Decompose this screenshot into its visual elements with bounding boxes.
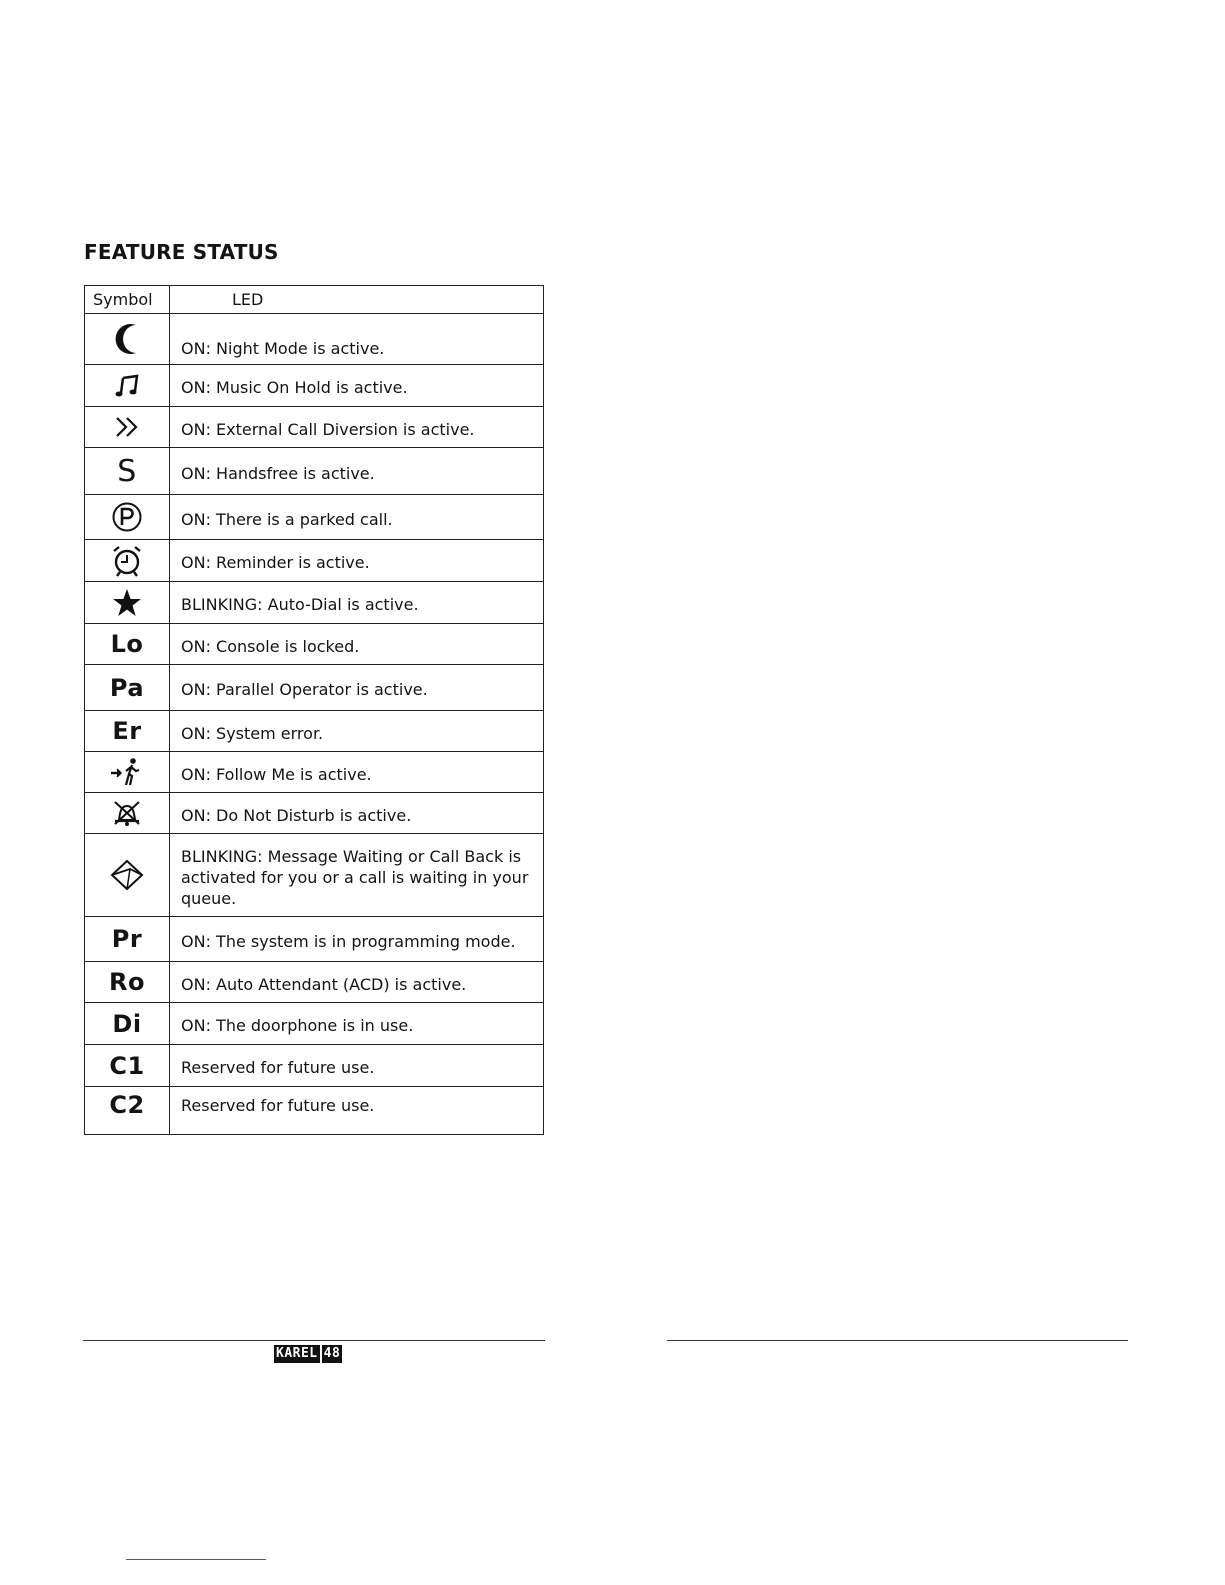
row-description: ON: System error. [170, 711, 544, 752]
row-description: ON: Follow Me is active. [170, 752, 544, 793]
table-row [85, 1087, 544, 1135]
row-description: Reserved for future use. [170, 1045, 544, 1087]
table-row [85, 624, 544, 665]
row-description: ON: External Call Diversion is active. [170, 407, 544, 448]
footer-divider-left [83, 1340, 545, 1341]
arrow-walking-person-icon [110, 762, 144, 781]
music-note-icon [114, 375, 140, 394]
table-row [85, 495, 544, 540]
circled-p-icon [111, 507, 143, 526]
table-row [85, 665, 544, 711]
handsfree-symbol: S [117, 453, 137, 489]
footer-divider-right [667, 1340, 1128, 1341]
table-row [85, 582, 544, 624]
row-description: BLINKING: Auto-Dial is active. [170, 582, 544, 624]
double-chevron-right-icon [114, 417, 140, 436]
row-description: ON: The system is in programming mode. [170, 917, 544, 962]
row-description: ON: Parallel Operator is active. [170, 665, 544, 711]
c2-symbol: C2 [109, 1091, 145, 1119]
row-description: ON: Console is locked. [170, 624, 544, 665]
table-row [85, 1003, 544, 1045]
row-description: ON: Auto Attendant (ACD) is active. [170, 962, 544, 1003]
row-description: ON: Music On Hold is active. [170, 365, 544, 407]
led-column-header: LED [170, 286, 544, 314]
table-row [85, 448, 544, 495]
feature-status-table [84, 285, 544, 1135]
system-error-symbol: Er [112, 717, 142, 745]
brand-logo [274, 1345, 356, 1363]
envelope-icon [110, 865, 144, 884]
doorphone-symbol: Di [112, 1009, 142, 1038]
table-row [85, 407, 544, 448]
console-locked-symbol: Lo [110, 630, 144, 658]
row-description: ON: The doorphone is in use. [170, 1003, 544, 1045]
logo-brand-text: KAREL [276, 1346, 318, 1361]
crossed-bell-icon [110, 803, 144, 822]
symbol-column-header: Symbol [85, 286, 170, 314]
auto-attendant-symbol: Ro [109, 968, 145, 996]
table-row [85, 793, 544, 834]
row-description: ON: Handsfree is active. [170, 448, 544, 495]
table-row [85, 711, 544, 752]
table-row [85, 1045, 544, 1087]
row-description: ON: Night Mode is active. [170, 314, 544, 365]
parallel-operator-symbol: Pa [109, 673, 145, 702]
programming-mode-symbol: Pr [111, 925, 143, 953]
crescent-moon-icon [111, 329, 143, 348]
table-row [85, 834, 544, 917]
table-row [85, 540, 544, 582]
table-row [85, 314, 544, 365]
c1-symbol: C1 [109, 1051, 145, 1080]
alarm-clock-icon [111, 550, 143, 569]
star-icon [112, 592, 142, 611]
logo-model-text: 48 [323, 1346, 341, 1361]
row-description: ON: Reminder is active. [170, 540, 544, 582]
row-description: BLINKING: Message Waiting or Call Back is activated for you or a call is waiting in your queue. [170, 834, 544, 917]
page-title: FEATURE STATUS [84, 240, 279, 264]
table-row [85, 365, 544, 407]
bottom-link-underline [126, 1559, 266, 1560]
table-row [85, 962, 544, 1003]
table-header-row [85, 286, 544, 314]
row-description: ON: Do Not Disturb is active. [170, 793, 544, 834]
table-row [85, 917, 544, 962]
row-description: ON: There is a parked call. [170, 495, 544, 540]
table-row [85, 752, 544, 793]
row-description: Reserved for future use. [170, 1087, 544, 1135]
